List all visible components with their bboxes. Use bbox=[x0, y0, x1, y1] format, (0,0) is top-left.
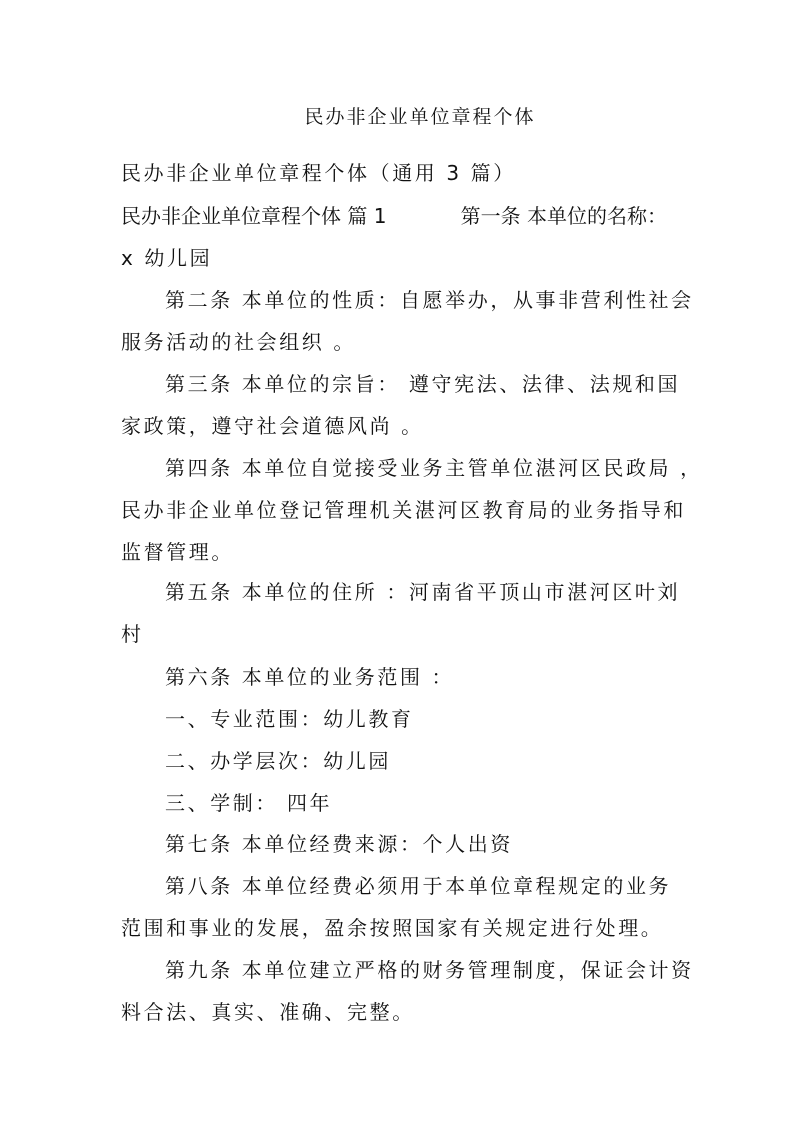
text-line: 监督管理。 bbox=[121, 540, 234, 564]
paragraph-article-4: 第四条 本单位自觉接受业务主管单位湛河区民政局 ， bbox=[165, 456, 703, 480]
paragraph-article-2: 第二条 本单位的性质：自愿举办，从事非营利性社会 bbox=[165, 288, 694, 312]
list-item: 二、办学层次：幼儿园 bbox=[165, 749, 391, 773]
paragraph-article-9: 第九条 本单位建立严格的财务管理制度，保证会计资 bbox=[165, 958, 694, 982]
text-line: 范围和事业的发展，盈余按照国家有关规定进行处理。 bbox=[121, 916, 664, 940]
document-title: 民办非企业单位章程个体 bbox=[304, 106, 536, 128]
list-item: 一、专业范围：幼儿教育 bbox=[165, 707, 414, 731]
paragraph-article-5: 第五条 本单位的住所 ：河南省平顶山市湛河区叶刘 bbox=[165, 580, 681, 604]
paragraph-article-3: 第三条 本单位的宗旨： 遵守宪法、法律、法规和国 bbox=[165, 372, 681, 396]
text-line: 服务活动的社会组织 。 bbox=[121, 330, 356, 354]
paragraph-article-8: 第八条 本单位经费必须用于本单位章程规定的业务 bbox=[165, 874, 672, 898]
text-line: 村 bbox=[121, 622, 144, 646]
text-line: 料合法、真实、准确、完整。 bbox=[121, 1000, 415, 1024]
document-subtitle: 民办非企业单位章程个体（通用 3 篇） bbox=[121, 161, 516, 185]
text-line: x 幼儿园 bbox=[121, 246, 213, 270]
text-line: 家政策，遵守社会道德风尚 。 bbox=[121, 414, 424, 438]
text-segment: 民办非企业单位章程个体 篇 1 bbox=[121, 204, 387, 228]
paragraph-article-7: 第七条 本单位经费来源：个人出资 bbox=[165, 832, 513, 856]
text-segment: 第一条 本单位的名称： bbox=[460, 204, 667, 228]
text-line: 民办非企业单位登记管理机关湛河区教育局的业务指导和 bbox=[121, 498, 686, 522]
list-item: 三、学制： 四年 bbox=[165, 791, 333, 815]
text-line bbox=[121, 203, 667, 229]
paragraph-article-6: 第六条 本单位的业务范围 ： bbox=[165, 665, 455, 689]
